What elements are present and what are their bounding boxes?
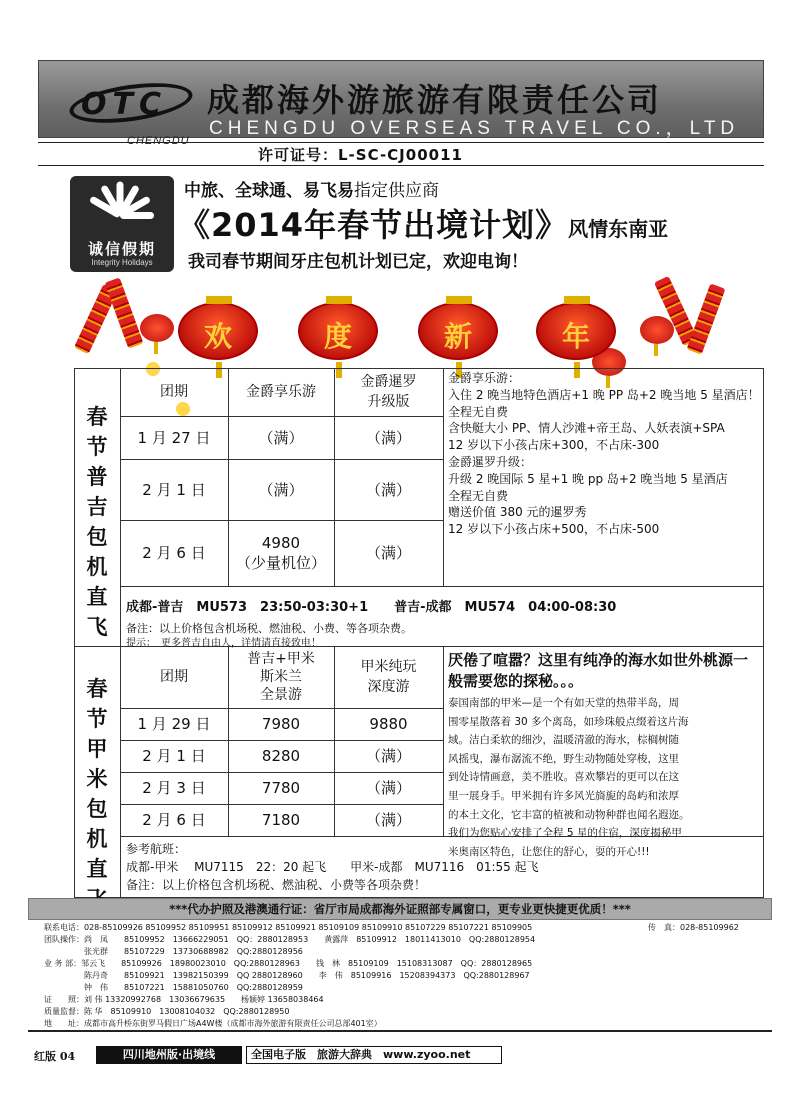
phuket-section-title: 春节普吉包机直飞 (86, 405, 108, 639)
firecracker-icon (687, 283, 726, 354)
krabi-flight-route: 成都-甲米 MU7115 22：20 起飞 甲米-成都 MU7116 01:55 起飞 (126, 860, 539, 874)
company-name-cn: 成都海外游旅游有限责任公司 (207, 81, 663, 119)
supplier-line (184, 176, 439, 201)
phuket-header-package-1: 金爵享乐游 (246, 384, 316, 400)
page-title (178, 200, 668, 246)
contact-line: 团队操作：尚 凤 85109952 13666229051 QQ：2880128953 黄露萍 85109912 18011413010 QQ:2880128954 (44, 935, 536, 944)
supplier-suffix: 指定供应商 (354, 181, 439, 201)
brand-name-en: Integrity Holidays (91, 258, 153, 267)
fax-line: 传 真：028-85109962 (648, 923, 739, 932)
header-banner (38, 60, 764, 147)
krabi-description-title: 厌倦了喧嚣？这里有纯净的海水如世外桃源一般需要您的探秘。。。 (448, 651, 749, 690)
krabi-row-price: 7980 (261, 715, 301, 733)
phuket-row-price: （满） (258, 428, 304, 447)
phuket-row-price: （满） (365, 544, 411, 562)
phuket-row-price: （满） (365, 428, 411, 447)
lantern-xin: 新 (418, 302, 498, 360)
krabi-row-price: 7180 (261, 811, 301, 829)
krabi-row-price: 9880 (369, 715, 408, 733)
phuket-row-date: 2 月 1 日 (142, 480, 206, 499)
contact-line: 钟 伟 85107221 15881050760 QQ:2880128959 (44, 983, 303, 992)
krabi-row-date: 2 月 1 日 (142, 747, 206, 765)
edition-label: 四川地州版·出境线 (96, 1046, 242, 1064)
firecracker-icon (105, 277, 144, 348)
krabi-row-date: 1 月 29 日 (137, 715, 211, 733)
krabi-header-package-1: 普吉+甲米 斯米兰 全景游 (247, 651, 315, 703)
title-main: 《2014年春节出境计划》 (178, 206, 569, 244)
divider (38, 165, 764, 166)
lantern-du: 度 (298, 302, 378, 360)
phuket-row-price: （满） (258, 480, 304, 499)
krabi-row-price: （满） (365, 747, 411, 765)
contact-line: 陈丹奇 85109921 13982150399 QQ 2880128960 李 伟 85109916 15208394373 QQ:2880128967 (44, 971, 530, 980)
krabi-row-price: （满） (365, 811, 411, 829)
lantern-nian: 年 (536, 302, 616, 360)
address-line: 地 址：成都市高升桥东街罗马假日广场A4W楼（成都市海外旅游有限责任公司总部401室） (44, 1019, 382, 1028)
krabi-price-note: 备注：以上价格包含机场税、燃油税、小费等各项杂费！ (126, 878, 427, 892)
logo-text: OTC (81, 87, 167, 122)
krabi-row-price: 7780 (261, 779, 301, 797)
supplier-names: 中旅、全球通、易飞易 (184, 181, 354, 201)
page-footer (28, 1046, 772, 1066)
krabi-row-price: （满） (365, 779, 411, 797)
krabi-row-date: 2 月 3 日 (142, 779, 206, 797)
krabi-header-package-2: 甲米纯玩 深度游 (360, 659, 417, 695)
phuket-row-price: （满） (365, 480, 411, 499)
krabi-row-price: 8280 (261, 747, 301, 765)
contact-line: 质量监督：陈 华 85109910 13008104032 QQ:2880128950 (44, 1007, 290, 1016)
small-lantern-icon (140, 314, 174, 342)
phuket-header-package-2: 金爵暹罗 升级版 (360, 374, 417, 410)
krabi-row-date: 2 月 6 日 (142, 811, 206, 829)
krabi-section-title: 春节甲米包机直 (86, 677, 108, 881)
contact-line: 联系电话：028-85109926 85109952 85109951 85109912 85109921 85109109 85109910 85107229 85107221 85109905 (44, 923, 533, 932)
contact-line: 张光群 85107229 13730688982 QQ:2880128956 (44, 947, 303, 956)
phuket-price-note: 备注：以上价格包含机场税、燃油税、小费、等各项杂费。 (126, 622, 412, 635)
krabi-description: 泰国南部的甲米—是一个有如天堂的热带半岛，周 围零星散落着 30 多个离岛，如珍珠般点缀着这片海 域。洁白柔软的细沙，温暖清澈的海水，棕榈树随 风摇曳，瀑布潺流不绝，野生动物随处穿梭，这里 到处诗情画意，美不胜收。喜欢攀岩的更可以在这 里一展身手。甲米拥有许多风光旖旎的岛屿和浓厚 的本土文化，它丰富的植被和动物种群也闻名遐迩。 我们为您贴心安排了全程 5 星的住宿，深度揭秘甲 米奥南区特色，让您住的舒心，耍的开心!!! (448, 697, 690, 858)
small-lantern-icon (640, 316, 674, 344)
logo-city: CHENGDU (127, 135, 190, 147)
brand-name-cn: 诚信假期 (87, 240, 156, 258)
website-ad[interactable]: 全国电子版 旅游大辞典 www.zyoo.net (246, 1046, 502, 1064)
phuket-flight-route: 成都-普吉 MU573 23:50-03:30+1 普吉-成都 MU574 04:00-08:30 (126, 600, 617, 615)
divider (38, 142, 764, 143)
company-name-en: CHENGDU OVERSEAS TRAVEL CO.，LTD (209, 118, 740, 139)
phuket-row-price: 4980 （少量机位） (235, 534, 326, 572)
charter-note: 我司春节期间牙庄包机计划已定，欢迎电询！ (188, 252, 528, 272)
phuket-header-date: 团期 (160, 384, 188, 400)
phuket-description: 金爵享乐游： 入住 2 晚当地特色酒店+1 晚 PP 岛+2 晚当地 5 星酒店！ 全程无自费 含快艇大小 PP、情人沙滩+帝王岛、人妖表演+SPA 12 岁以下小孩占床+300，不占床-300 金爵暹罗升级： 升级 2 晚国际 5 星+1 晚 pp 岛+2 晚当地 5 星酒店 全程无自费 赠送价值 380 元的暹罗秀 12 岁以下小孩占床+500，不占床-500 (448, 371, 760, 537)
contact-line: 证 照：刘 伟 13320992768 13036679635 杨颖婷 13658038464 (44, 995, 324, 1004)
krabi-flight-heading: 参考航班： (126, 842, 187, 856)
phuket-row-date: 1 月 27 日 (137, 428, 211, 447)
license-number: 许可证号：L-SC-CJ00011 (258, 146, 463, 164)
krabi-header-date: 团期 (160, 669, 188, 685)
page-number: 红版 04 (34, 1050, 76, 1063)
integrity-holidays-logo (70, 176, 174, 272)
otc-logo (69, 81, 201, 147)
contact-line: 业 务 部：邹云飞 85109926 18980023010 QQ:2880128963 钱 林 85109109 15108313087 QQ：2880128965 (44, 959, 533, 968)
phuket-row-date: 2 月 6 日 (142, 544, 206, 562)
lantern-huan: 欢 (178, 302, 258, 360)
divider (28, 1030, 772, 1032)
phuket-tip: 提示： 更多普吉自由人，详情请直接致电！ (126, 638, 321, 649)
contact-directory (44, 922, 764, 1030)
newspaper-page (28, 52, 772, 1072)
passport-service-banner: ***代办护照及港澳通行证：省厅市局成都海外证照部专属窗口，更专业更快捷更优质！*** (28, 898, 772, 920)
title-sub: 风情东南亚 (568, 217, 669, 241)
